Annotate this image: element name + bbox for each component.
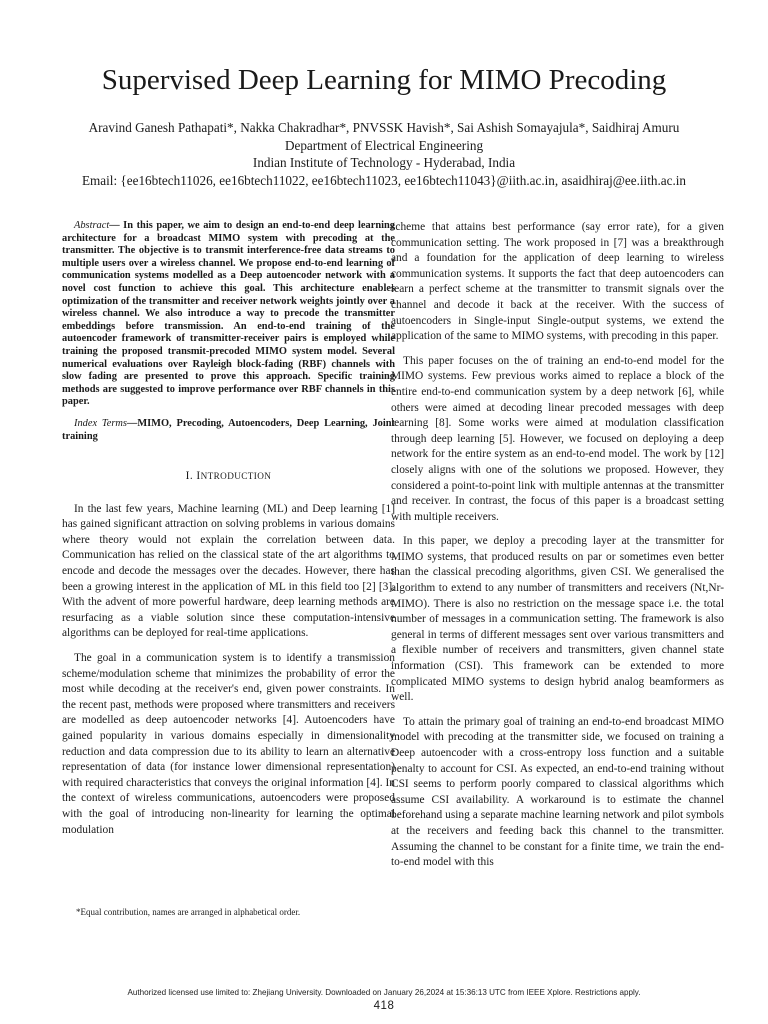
department: Department of Electrical Engineering xyxy=(284,137,484,153)
paragraph: To attain the primary goal of training an end-to-end broadcast MIMO model with precoding at the transmitter side, we focused on training a Deep autoencoder with a cross-entropy loss function and a suitable penalty to account for CSI. As expected, an end-to-end training without CSI seems to perform poorly compared to classical algorithms which assume CSI availability. A workaround is to estimate the channel beforehand using a separate machine learning network and pilot symbols at the receivers and feeding back this channel to the transmitter. Assuming the channel to be constant for a finite time, we train the end-to-end model with this xyxy=(391,715,724,869)
section-number: I. xyxy=(185,470,194,483)
index-terms-text: —MIMO, Precoding, Autoencoders, Deep Learning, Joint training xyxy=(62,417,395,442)
email-line: Email: {ee16btech11026, ee16btech11022, ee16btech11023, ee16btech11043}@iith.ac.in, asaidhiraj@ee.iith.ac.in xyxy=(81,172,687,188)
index-terms-label: Index Terms xyxy=(74,417,127,429)
left-column xyxy=(62,220,395,838)
right-column xyxy=(391,220,724,871)
intro-body xyxy=(62,502,395,838)
index-terms xyxy=(62,418,395,443)
ieee-license-banner: Authorized licensed use limited to: Zhejiang University. Downloaded on January 26,2024 at 15:36:13 UTC from IEEE Xplore. Restrictions apply. xyxy=(127,988,641,997)
paragraph: In the last few years, Machine learning (ML) and Deep learning [1] has gained significant attraction on solving problems in various domains where theory would not explain the correlation between data. Communication has relied on the classical state of the art algorithms to encode and decode the messages over the decades. However, there has been a growing interest in the application of ML in this field too [2] [3]. With the advent of more powerful hardware, deep learning methods are resurfacing as a viable solution since these computation-intensive algorithms can be deployed for real-time applications. xyxy=(62,502,395,640)
footnote: *Equal contribution, names are arranged in alphabetical order. xyxy=(76,907,301,917)
abstract-text: — In this paper, we aim to design an end-to-end deep learning architecture for a broadcast MIMO system with precoding at the transmitter. The objective is to transmit interference-free data streams to multiple users over a wireless channel. We propose end-to-end learning of communication systems modelled as a Deep autoencoder network with a novel cost function to achieve this goal. This architecture enables optimization of the transmitter and receiver network weights jointly over a wireless channel. We also introduce a way to precode the transmitter embeddings before transmission. An end-to-end training of the autoencoder framework of transmitter-receiver pairs is employed while training the proposed transmit-precoded MIMO system model. Several numerical evaluations over Rayleigh block-fading (RBF) channels with slow fading are presented to prove this approach. Specific training methods are suggested to improve performance over RBF channels in this paper. xyxy=(62,220,395,408)
page-number: 418 xyxy=(373,1000,395,1012)
section-heading xyxy=(62,469,395,485)
paper-title: Supervised Deep Learning for MIMO Precoding xyxy=(101,64,667,96)
section-title-rest: NTRODUCTION xyxy=(200,471,272,482)
paragraph: The goal in a communication system is to identify a transmission scheme/modulation scheme that minimizes the probability of error the most while decoding at the receiver's end, given power constraints. In the recent past, methods were proposed where transmitters and receivers are modelled as deep autoencoder networks [4]. Autoencoders have gained popularity in various domains especially in dimensionality reduction and data compression due to its ability to learn an alternative representation of data (for instance lower dimensional representation) with required characteristics that conveys the original information [4]. In the context of wireless communications, autoencoders were proposed with the goal of introducing non-linearity for learning the optimal modulation xyxy=(62,652,395,836)
author-block xyxy=(0,119,768,189)
paragraph: scheme that attains best performance (say error rate), for a given communication setting. The work proposed in [7] was a breakthrough and a foundation for the application of deep learning to wireless communication systems. It supports the fact that deep autoencoders can learn a perfect scheme at the transmitter to transmit signals over the channel and decode it back at the receiver. With the success of autoencoders in Single-input Single-output systems, we extend the application of the same to MIMO systems, with precoding in this paper. xyxy=(391,221,724,343)
paragraph: In this paper, we deploy a precoding layer at the transmitter for MIMO systems, that produced results on par or sometimes even better than the classical precoding algorithms, given CSI. We generalised the algorithm to extend to any number of transmitters and receivers (Nt,Nr-MIMO). There is also no restriction on the message space i.e. the total number of messages in a communication setting. The framework is also general in terms of different messages sent over various transmitters and a flexible number of receivers and transmitters, given channel state information (CSI). This framework can be extended to more complicated MIMO systems to design hybrid analog beamformers as well. xyxy=(391,535,724,704)
section-title-first: I xyxy=(196,470,201,483)
abstract-label: Abstract xyxy=(74,220,110,231)
paragraph: This paper focuses on the of training an end-to-end model for the MIMO systems. Few previous works aimed to replace a block of the entire end-to-end communication system by a deep network [6], while others were aimed at decoding linear precoded messages with deep learning [8]. Some works were aimed at modulation classification through deep learning [5]. However, we focused on deploying a deep network for the entire system as an end-to-end model. The work by [12] closely aligns with one of the solutions we proposed. However, they considered a point-to-point link with multiple antennas at the transmitter and receiver. In contrast, the focus of this paper is a broadcast setting with multiple receivers. xyxy=(391,354,724,523)
authors-line: Aravind Ganesh Pathapati*, Nakka Chakradhar*, PNVSSK Havish*, Sai Ashish Somayajula*, Saidhiraj Amuru xyxy=(88,120,680,135)
institute: Indian Institute of Technology - Hyderabad, India xyxy=(252,155,516,170)
abstract xyxy=(62,220,395,409)
